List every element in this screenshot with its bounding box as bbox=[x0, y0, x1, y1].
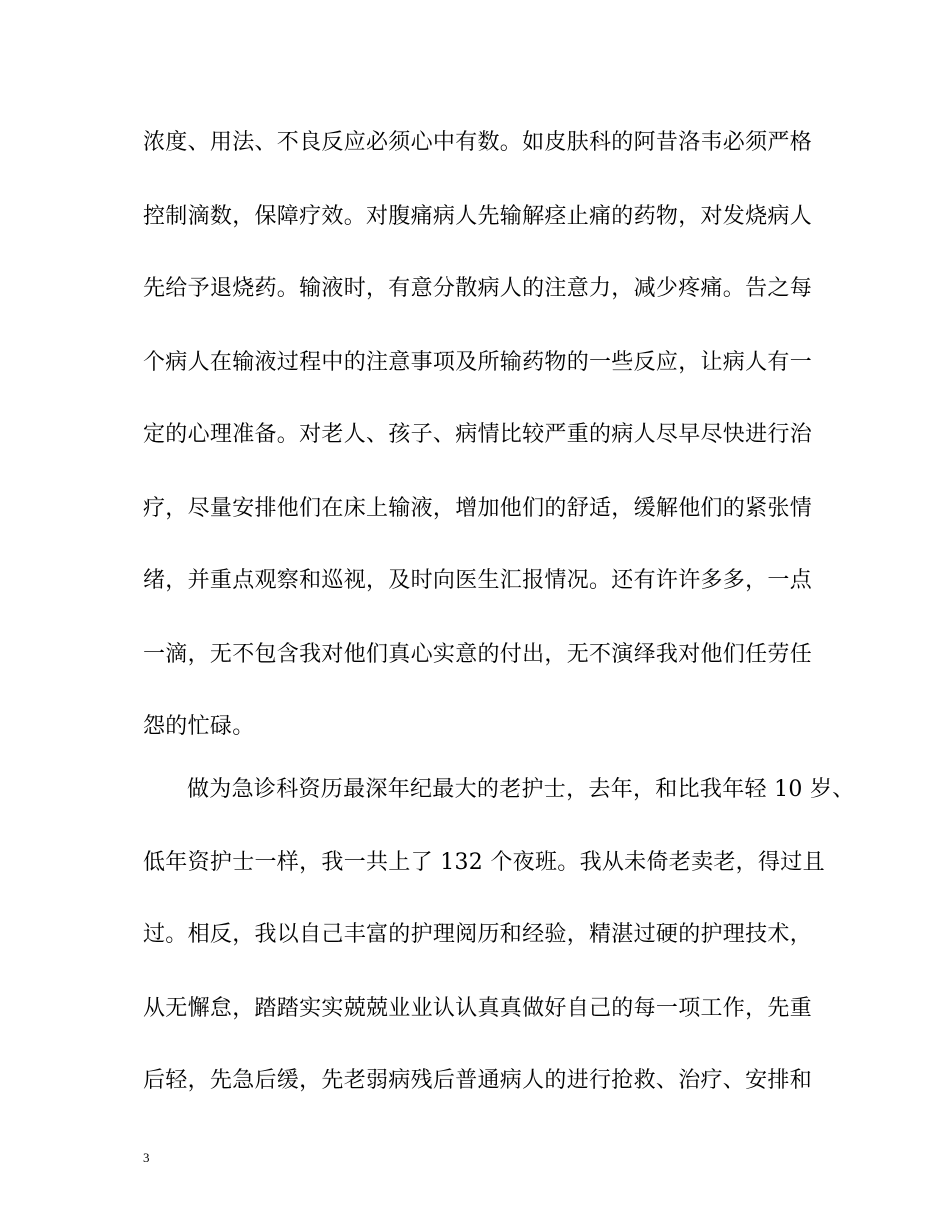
text-line: 低年资护士一样，我一共上了 132 个夜班。我从未倚老卖老，得过且 bbox=[143, 850, 825, 875]
text-line: 怨的忙碌。 bbox=[143, 714, 255, 739]
text-line: 后轻，先急后缓，先老弱病残后普通病人的进行抢救、治疗、安排和 bbox=[143, 1068, 813, 1093]
text-line: 先给予退烧药。输液时，有意分散病人的注意力，减少疼痛。告之每 bbox=[143, 276, 813, 301]
text-line: 定的心理准备。对老人、孩子、病情比较严重的病人尽早尽快进行治 bbox=[143, 422, 813, 447]
paragraph-first-line: 做为急诊科资历最深年纪最大的老护士，去年，和比我年轻 10 岁、 bbox=[187, 777, 855, 802]
text-line: 疗，尽量安排他们在床上输液，增加他们的舒适，缓解他们的紧张情 bbox=[143, 496, 813, 521]
text-line: 一滴，无不包含我对他们真心实意的付出，无不演绎我对他们任劳任 bbox=[143, 642, 813, 667]
page-number: 3 bbox=[143, 1150, 150, 1165]
text-line: 绪，并重点观察和巡视，及时向医生汇报情况。还有许许多多，一点 bbox=[143, 568, 813, 593]
text-line: 浓度、用法、不良反应必须心中有数。如皮肤科的阿昔洛韦必须严格 bbox=[143, 130, 813, 155]
text-line: 控制滴数，保障疗效。对腹痛病人先输解痉止痛的药物，对发烧病人 bbox=[143, 204, 813, 229]
text-line: 从无懈怠，踏踏实实兢兢业业认认真真做好自己的每一项工作，先重 bbox=[143, 996, 813, 1021]
text-line: 过。相反，我以自己丰富的护理阅历和经验，精湛过硬的护理技术， bbox=[143, 922, 813, 947]
text-line: 个病人在输液过程中的注意事项及所输药物的一些反应，让病人有一 bbox=[143, 350, 813, 375]
